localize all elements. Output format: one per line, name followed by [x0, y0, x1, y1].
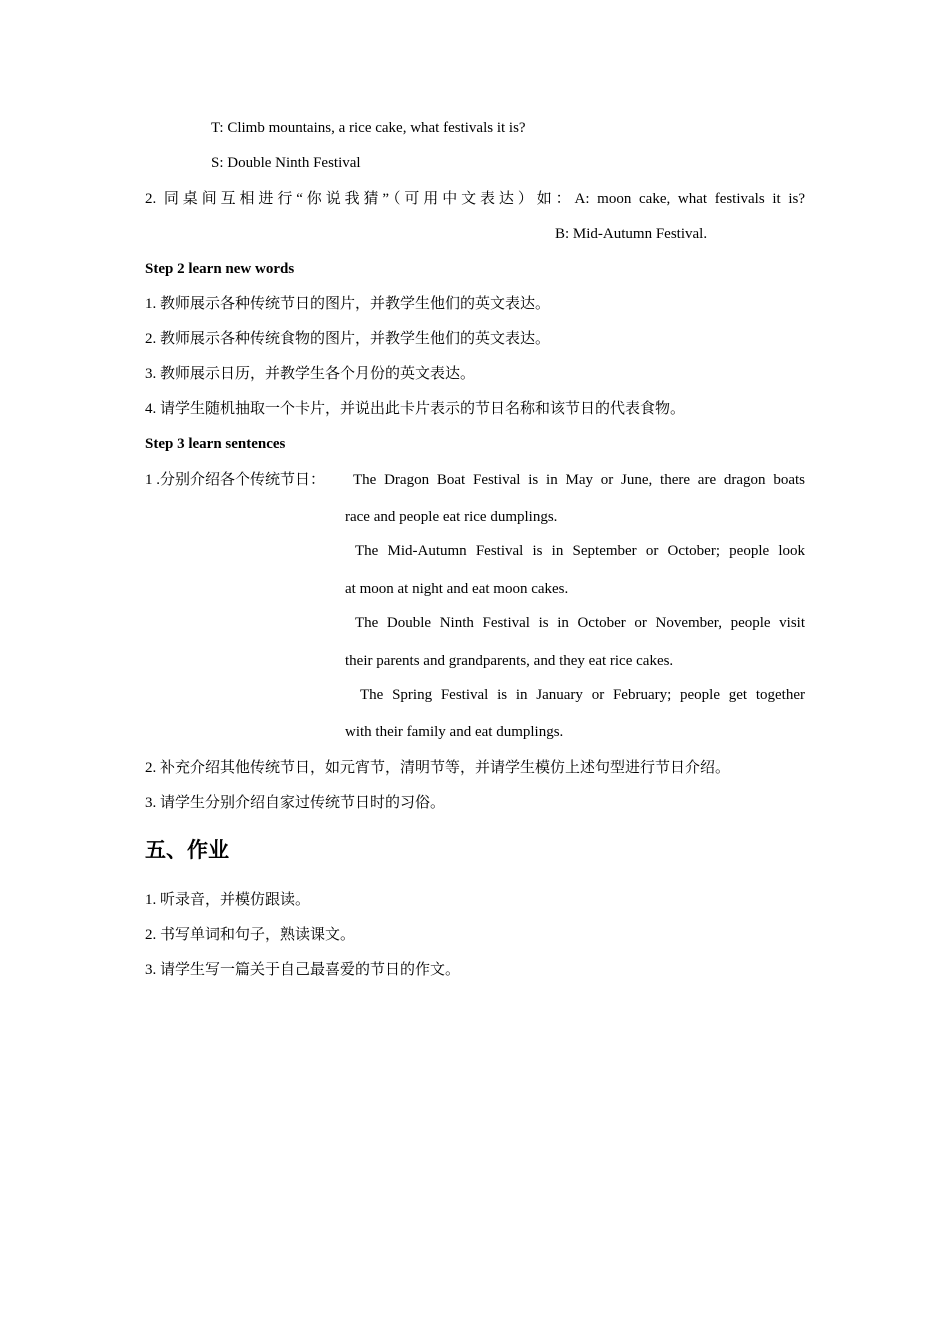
- teacher-line: T: Climb mountains, a rice cake, what festivals it is?: [211, 120, 526, 136]
- festival-line-6: their parents and grandparents, and they eat rice cakes.: [345, 653, 674, 669]
- step2-item-2: 2. 教师展示各种传统食物的图片，并教学生他们的英文表达。: [145, 331, 551, 347]
- festival-line-4: at moon at night and eat moon cakes.: [345, 581, 569, 597]
- step3-item-2: 2. 补充介绍其他传统节日，如元宵节，清明节等，并请学生模仿上述句型进行节日介绍。: [145, 760, 731, 776]
- festival-line-7: The Spring Festival is in January or February; people get together: [360, 687, 805, 703]
- homework-item-2: 2. 书写单词和句子，熟读课文。: [145, 927, 356, 943]
- festival-line-5: The Double Ninth Festival is in October or November, people visit: [355, 615, 805, 631]
- guess-game-instruction: 2. 同桌间互相进行“你说我猜”（可用中文表达）如：A: moon cake, what festivals it is?: [145, 191, 805, 207]
- step3-heading: Step 3 learn sentences: [145, 436, 286, 452]
- homework-title: 五、作业: [145, 838, 229, 862]
- step2-item-1: 1. 教师展示各种传统节日的图片，并教学生他们的英文表达。: [145, 296, 551, 312]
- step3-item-1-label: 1 .分别介绍各个传统节日：: [145, 472, 326, 488]
- homework-item-1: 1. 听录音，并模仿跟读。: [145, 892, 311, 908]
- step3-item-3: 3. 请学生分别介绍自家过传统节日时的习俗。: [145, 795, 446, 811]
- homework-item-3: 3. 请学生写一篇关于自己最喜爱的节日的作文。: [145, 962, 461, 978]
- festival-line-1: The Dragon Boat Festival is in May or June, there are dragon boats: [353, 472, 805, 488]
- step2-item-4: 4. 请学生随机抽取一个卡片，并说出此卡片表示的节日名称和该节日的代表食物。: [145, 401, 686, 417]
- festival-line-2: race and people eat rice dumplings.: [345, 509, 558, 525]
- guess-game-answer: B: Mid-Autumn Festival.: [555, 226, 708, 242]
- step2-heading: Step 2 learn new words: [145, 261, 295, 277]
- festival-line-3: The Mid-Autumn Festival is in September or October; people look: [355, 543, 805, 559]
- student-line: S: Double Ninth Festival: [211, 155, 361, 171]
- festival-line-8: with their family and eat dumplings.: [345, 724, 564, 740]
- step2-item-3: 3. 教师展示日历，并教学生各个月份的英文表达。: [145, 366, 476, 382]
